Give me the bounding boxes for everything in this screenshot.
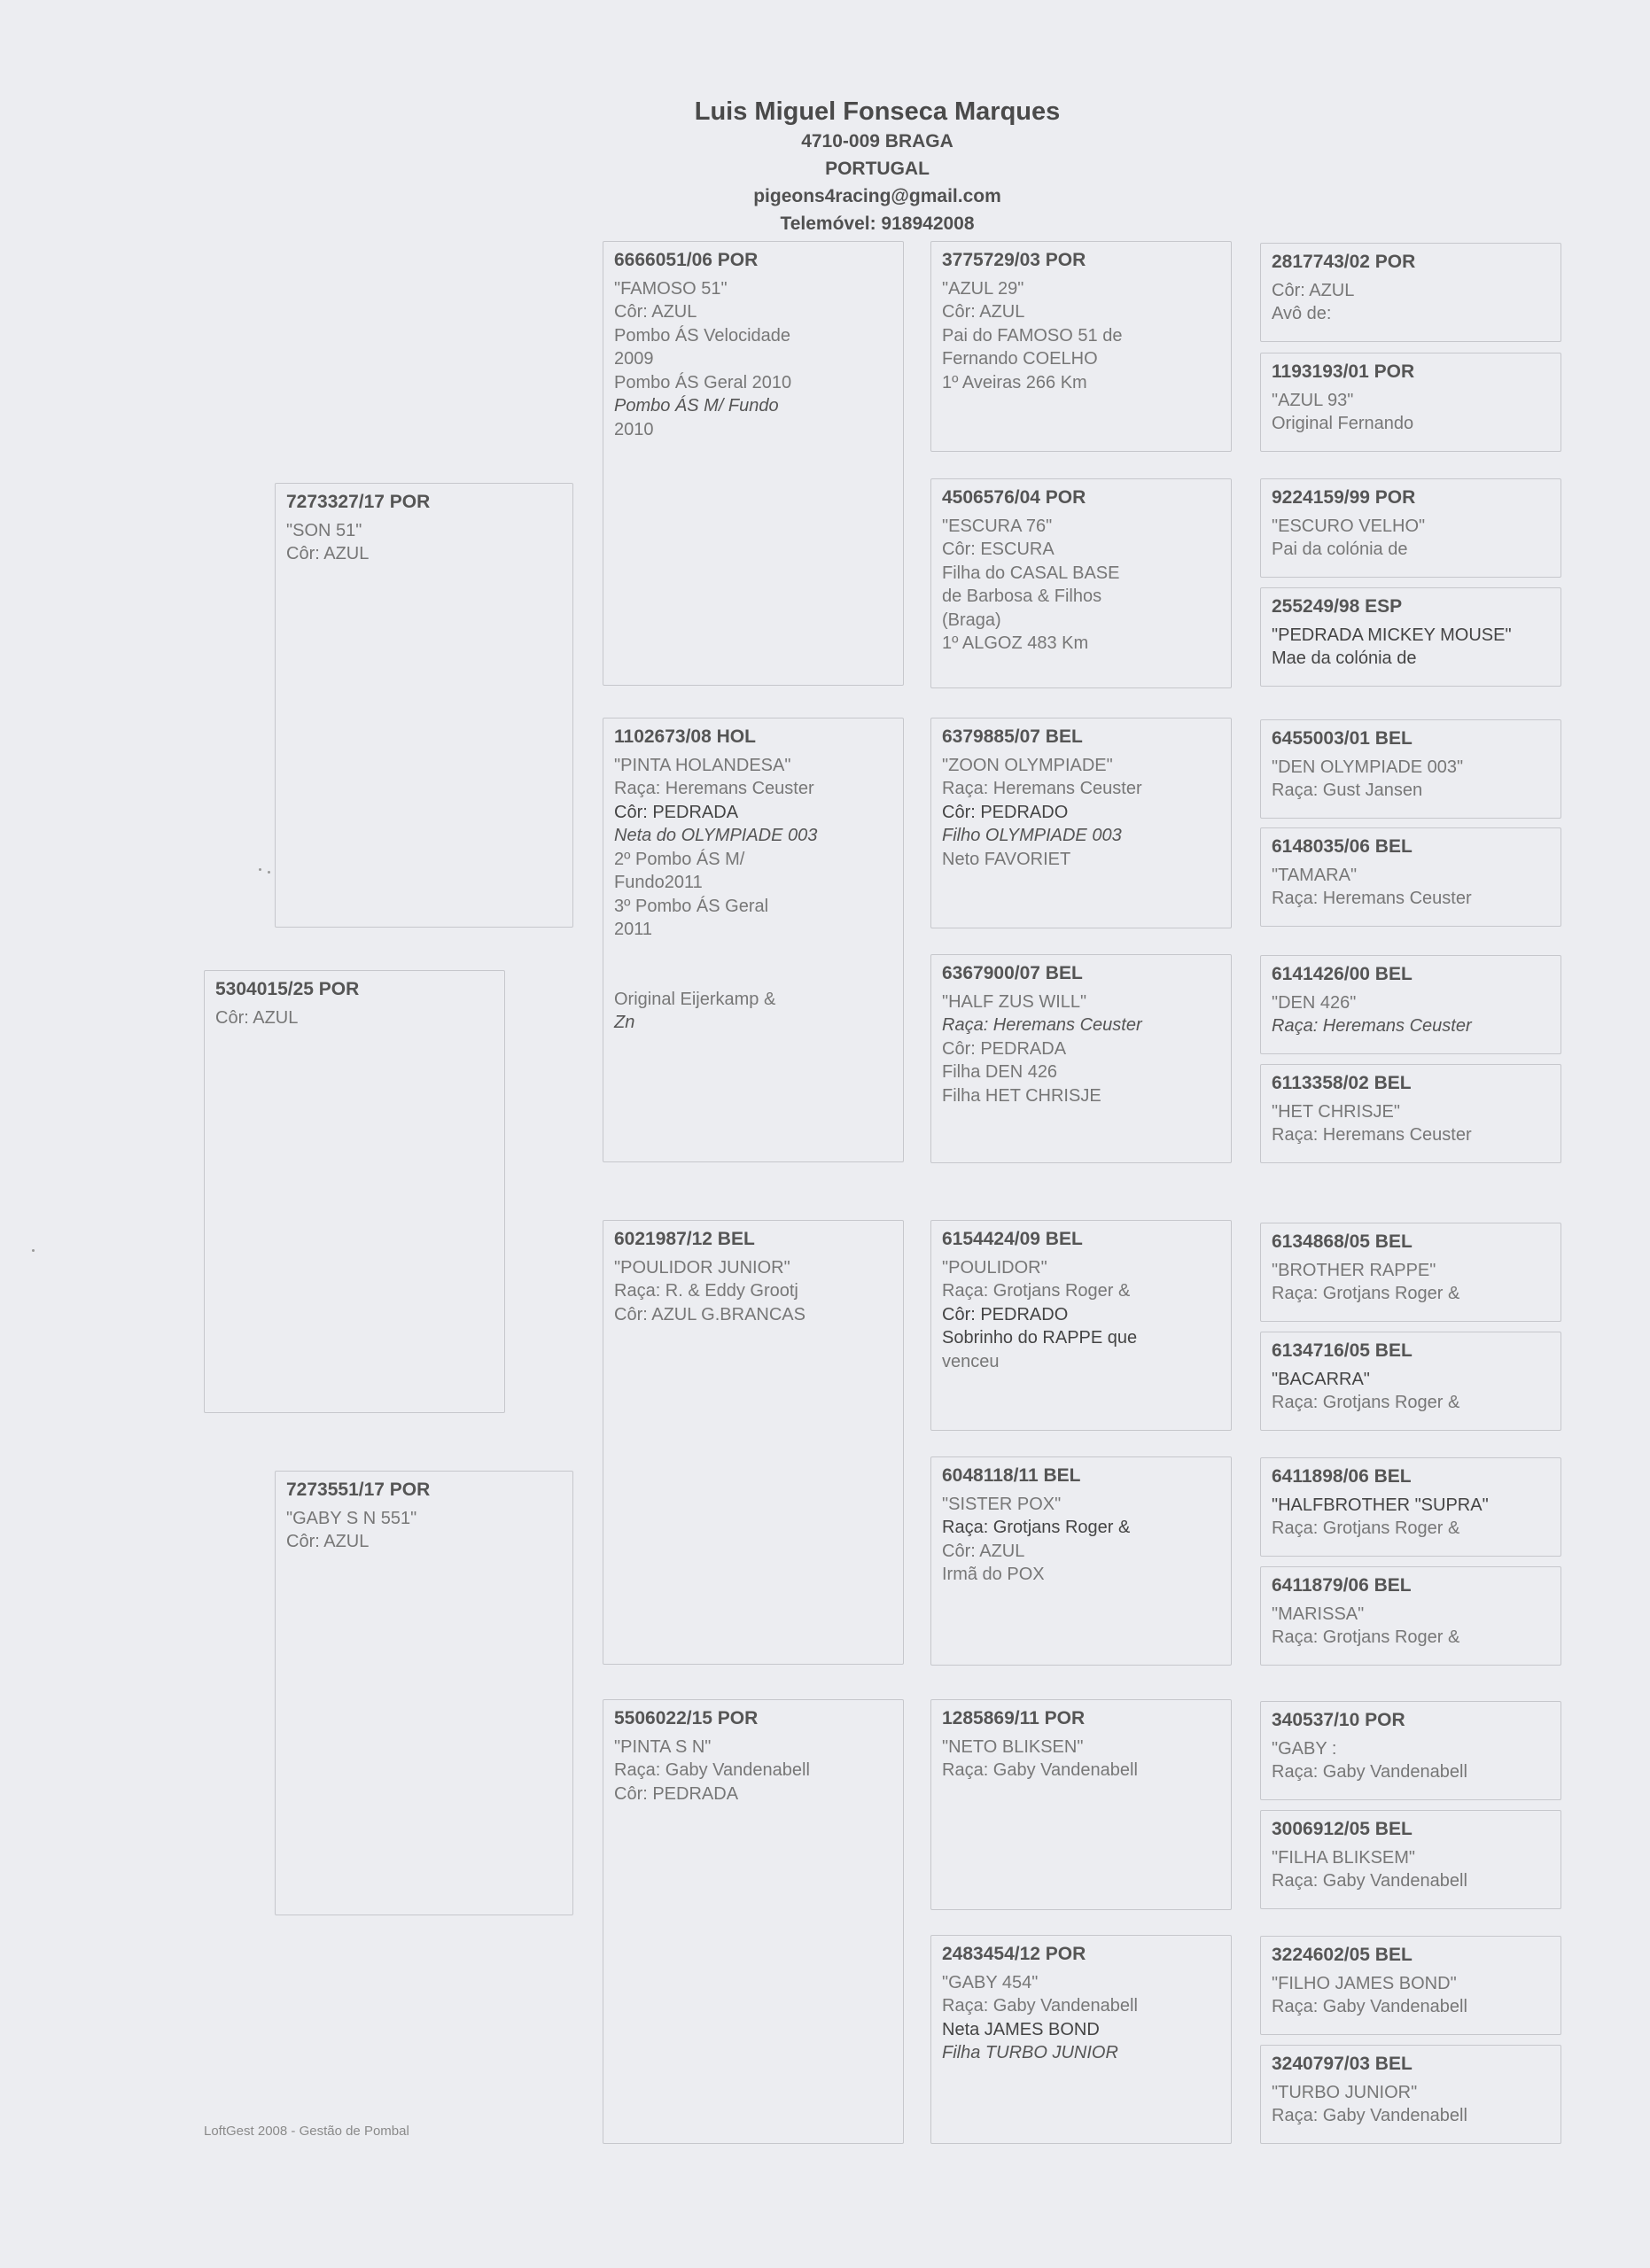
pedigree-line: Zn: [614, 1013, 635, 1032]
pedigree-line: Raça: Grotjans Roger &: [1272, 1518, 1460, 1538]
great-grandparent-card: [930, 478, 1232, 688]
pedigree-line: "SON 51": [286, 520, 362, 540]
pedigree-line: Raça: Heremans Ceuster: [614, 779, 814, 798]
ring-number: 6666051/06 POR: [614, 250, 759, 270]
ring-number: 6367900/07 BEL: [942, 963, 1083, 983]
pedigree-line: "ESCURO VELHO": [1272, 516, 1426, 536]
pedigree-line: Filha do CASAL BASE: [942, 563, 1120, 583]
great-great-grandparent-card: [1260, 1457, 1561, 1557]
pedigree-line: "POULIDOR JUNIOR": [614, 1257, 790, 1278]
pedigree-line: Neta do OLYMPIADE 003: [614, 826, 818, 845]
pedigree-line: "DEN OLYMPIADE 003": [1272, 757, 1464, 777]
pedigree-line: Côr: AZUL: [942, 1541, 1025, 1561]
great-great-grandparent-card: [1260, 955, 1561, 1054]
pedigree-line: Raça: Grotjans Roger &: [942, 1281, 1131, 1301]
ring-number: 3240797/03 BEL: [1272, 2054, 1413, 2074]
pedigree-line: Raça: Grotjans Roger &: [1272, 1627, 1460, 1647]
ring-number: 6048118/11 BEL: [942, 1465, 1081, 1486]
owner-country: PORTUGAL: [825, 159, 930, 179]
pedigree-line: Raça: Heremans Ceuster: [942, 1015, 1142, 1035]
owner-postal: 4710-009 BRAGA: [801, 131, 953, 151]
scan-speck: [259, 868, 261, 871]
owner-phone: Telemóvel: 918942008: [780, 214, 975, 234]
pedigree-line: Raça: Gaby Vandenabell: [614, 1760, 810, 1780]
pedigree-line: Sobrinho do RAPPE que: [942, 1328, 1138, 1348]
subject-pigeon-card: [204, 970, 505, 1413]
great-great-grandparent-card: [1260, 1810, 1561, 1909]
pedigree-line: Côr: AZUL G.BRANCAS: [614, 1304, 806, 1324]
great-great-grandparent-card: [1260, 1223, 1561, 1322]
pedigree-line: Raça: Heremans Ceuster: [1272, 1016, 1472, 1036]
owner-email: pigeons4racing@gmail.com: [753, 186, 1001, 206]
pedigree-line: Filha DEN 426: [942, 1062, 1058, 1082]
great-great-grandparent-card: [1260, 478, 1561, 578]
pedigree-line: Irmã do POX: [942, 1565, 1045, 1584]
pedigree-line: Côr: AZUL: [942, 302, 1025, 322]
dam-card: [275, 1471, 573, 1915]
pedigree-line: Raça: Grotjans Roger &: [1272, 1284, 1460, 1303]
scan-speck: [268, 871, 270, 874]
pedigree-line: Côr: ESCURA: [942, 540, 1055, 559]
pedigree-line: Raça: Grotjans Roger &: [1272, 1393, 1460, 1412]
great-grandparent-card: [930, 1699, 1232, 1910]
pedigree-line: "FAMOSO 51": [614, 278, 728, 299]
pedigree-line: Raça: Gaby Vandenabell: [942, 1996, 1138, 2016]
pedigree-line: "PINTA S N": [614, 1736, 712, 1757]
spacer: [614, 942, 892, 988]
pedigree-line: Fernando COELHO: [942, 349, 1098, 369]
pedigree-line: "HALF ZUS WILL": [942, 991, 1087, 1012]
ring-number: 3224602/05 BEL: [1272, 1945, 1413, 1965]
ring-number: 6411879/06 BEL: [1272, 1575, 1412, 1596]
pedigree-line: "PINTA HOLANDESA": [614, 755, 791, 775]
pedigree-line: Fundo2011: [614, 873, 703, 892]
scan-speck: [32, 1249, 35, 1252]
great-great-grandparent-card: [1260, 2045, 1561, 2144]
pedigree-line: Raça: Heremans Ceuster: [942, 779, 1142, 798]
pedigree-line: "FILHO JAMES BOND": [1272, 1973, 1457, 1993]
pedigree-line: "GABY S N 551": [286, 1508, 417, 1528]
pedigree-line: Neta JAMES BOND: [942, 2019, 1100, 2039]
ring-number: 7273551/17 POR: [286, 1480, 431, 1500]
pedigree-line: Original Fernando: [1272, 414, 1414, 433]
pedigree-line: Raça: Heremans Ceuster: [1272, 1125, 1472, 1145]
pedigree-line: Côr: AZUL: [1272, 280, 1355, 300]
ring-number: 3006912/05 BEL: [1272, 1819, 1413, 1839]
pedigree-line: "HALFBROTHER "SUPRA": [1272, 1495, 1489, 1515]
pedigree-line: "NETO BLIKSEN": [942, 1736, 1084, 1757]
pedigree-line: 3º Pombo ÁS Geral: [614, 896, 769, 916]
ring-number: 9224159/99 POR: [1272, 487, 1416, 508]
pedigree-line: "MARISSA": [1272, 1604, 1365, 1624]
great-great-grandparent-card: [1260, 587, 1561, 687]
ring-number: 6134868/05 BEL: [1272, 1231, 1413, 1252]
pedigree-line: Pombo ÁS Geral 2010: [614, 372, 792, 392]
pedigree-line: Côr: PEDRADA: [614, 1783, 739, 1804]
ring-number: 4506576/04 POR: [942, 487, 1086, 508]
great-grandparent-card: [930, 241, 1232, 452]
great-great-grandparent-card: [1260, 243, 1561, 342]
pedigree-line: Mae da colónia de: [1272, 649, 1417, 668]
pedigree-line: Original Eijerkamp &: [614, 989, 776, 1009]
pedigree-line: "AZUL 29": [942, 278, 1024, 299]
owner-name: Luis Miguel Fonseca Marques: [694, 97, 1061, 126]
pedigree-line: "BACARRA": [1272, 1369, 1370, 1389]
grandparent-card: [603, 1220, 904, 1665]
pedigree-line: 2010: [614, 419, 654, 439]
pedigree-line: 1º ALGOZ 483 Km: [942, 633, 1089, 653]
pedigree-line: "GABY 454": [942, 1972, 1039, 1992]
pedigree-line: Côr: AZUL: [286, 1532, 370, 1551]
pedigree-line: "HET CHRISJE": [1272, 1101, 1400, 1122]
ring-number: 1102673/08 HOL: [614, 726, 756, 747]
pedigree-line: Neto FAVORIET: [942, 849, 1071, 869]
ring-number: 7273327/17 POR: [286, 492, 431, 512]
ring-number: 3775729/03 POR: [942, 250, 1086, 270]
pedigree-line: 2011: [614, 920, 653, 939]
pedigree-line: Raça: Gaby Vandenabell: [1272, 2106, 1467, 2125]
great-grandparent-card: [930, 718, 1232, 928]
pedigree-line: "TURBO JUNIOR": [1272, 2082, 1418, 2102]
ring-number: 6379885/07 BEL: [942, 726, 1083, 747]
great-grandparent-card: [930, 1935, 1232, 2144]
great-great-grandparent-card: [1260, 719, 1561, 819]
ring-number: 5304015/25 POR: [215, 979, 360, 999]
pedigree-line: Raça: Heremans Ceuster: [1272, 889, 1472, 908]
great-great-grandparent-card: [1260, 353, 1561, 452]
pedigree-line: Raça: R. & Eddy Grootj: [614, 1281, 798, 1301]
pedigree-line: "FILHA BLIKSEM": [1272, 1847, 1416, 1868]
pedigree-line: Avô de:: [1272, 304, 1332, 323]
pedigree-line: (Braga): [942, 610, 1001, 630]
ring-number: 2817743/02 POR: [1272, 252, 1416, 272]
pedigree-line: Pombo ÁS M/ Fundo: [614, 396, 779, 416]
pedigree-line: "GABY :: [1272, 1738, 1337, 1759]
sire-card: [275, 483, 573, 928]
pedigree-line: Côr: AZUL: [614, 302, 697, 322]
pedigree-line: "DEN 426": [1272, 992, 1357, 1013]
pedigree-line: Filha TURBO JUNIOR: [942, 2043, 1118, 2062]
pedigree-line: Filho OLYMPIADE 003: [942, 826, 1122, 845]
pedigree-line: Pai da colónia de: [1272, 540, 1408, 559]
ring-number: 1285869/11 POR: [942, 1708, 1086, 1728]
pedigree-line: Raça: Gaby Vandenabell: [1272, 1997, 1467, 2016]
grandparent-card: [603, 718, 904, 1162]
ring-number: 2483454/12 POR: [942, 1944, 1086, 1964]
great-great-grandparent-card: [1260, 1064, 1561, 1163]
pedigree-line: "POULIDOR": [942, 1257, 1047, 1278]
software-footer: LoftGest 2008 - Gestão de Pombal: [204, 2124, 409, 2139]
great-great-grandparent-card: [1260, 827, 1561, 927]
pedigree-line: Raça: Gaby Vandenabell: [1272, 1871, 1467, 1891]
pedigree-line: Raça: Grotjans Roger &: [942, 1518, 1131, 1537]
great-great-grandparent-card: [1260, 1936, 1561, 2035]
ring-number: 6411898/06 BEL: [1272, 1466, 1412, 1487]
pedigree-line: "SISTER POX": [942, 1494, 1062, 1514]
pedigree-line: "BROTHER RAPPE": [1272, 1260, 1436, 1280]
ring-number: 5506022/15 POR: [614, 1708, 759, 1728]
pedigree-line: Côr: PEDRADA: [614, 802, 739, 822]
pedigree-line: Filha HET CHRISJE: [942, 1085, 1101, 1106]
ring-number: 6148035/06 BEL: [1272, 836, 1413, 857]
great-grandparent-card: [930, 954, 1232, 1163]
ring-number: 6113358/02 BEL: [1272, 1073, 1412, 1093]
pedigree-line: Côr: PEDRADA: [942, 1038, 1067, 1059]
ring-number: 340537/10 POR: [1272, 1710, 1405, 1730]
pedigree-line: "ESCURA 76": [942, 516, 1053, 536]
pedigree-line: "AZUL 93": [1272, 390, 1354, 410]
grandparent-card: [603, 1699, 904, 2144]
owner-header: [611, 96, 1143, 237]
great-great-grandparent-card: [1260, 1701, 1561, 1800]
pedigree-line: 2009: [614, 349, 654, 369]
great-great-grandparent-card: [1260, 1332, 1561, 1431]
ring-number: 6134716/05 BEL: [1272, 1340, 1413, 1361]
pedigree-line: Côr: PEDRADO: [942, 802, 1069, 822]
pedigree-line: Raça: Gaby Vandenabell: [1272, 1762, 1467, 1782]
pedigree-line: "PEDRADA MICKEY MOUSE": [1272, 625, 1512, 645]
grandparent-card: [603, 241, 904, 686]
pedigree-line: Côr: AZUL: [286, 544, 370, 563]
ring-number: 6154424/09 BEL: [942, 1229, 1083, 1249]
pedigree-line: "ZOON OLYMPIADE": [942, 755, 1113, 775]
pedigree-line: Raça: Gust Jansen: [1272, 781, 1423, 800]
pedigree-line: 1º Aveiras 266 Km: [942, 372, 1087, 392]
great-grandparent-card: [930, 1456, 1232, 1666]
ring-number: 6141426/00 BEL: [1272, 964, 1413, 984]
pedigree-line: Pai do FAMOSO 51 de: [942, 325, 1123, 346]
pedigree-line: venceu: [942, 1351, 1000, 1371]
ring-number: 6455003/01 BEL: [1272, 728, 1413, 749]
pedigree-line: Côr: PEDRADO: [942, 1304, 1069, 1324]
great-great-grandparent-card: [1260, 1566, 1561, 1666]
pedigree-line: "TAMARA": [1272, 865, 1358, 885]
pedigree-line: Côr: AZUL: [215, 1007, 299, 1028]
pedigree-line: 2º Pombo ÁS M/: [614, 849, 745, 869]
pedigree-line: Raça: Gaby Vandenabell: [942, 1760, 1138, 1780]
pedigree-line: Pombo ÁS Velocidade: [614, 325, 791, 346]
pedigree-line: de Barbosa & Filhos: [942, 586, 1102, 606]
ring-number: 255249/98 ESP: [1272, 596, 1403, 617]
ring-number: 1193193/01 POR: [1272, 361, 1415, 382]
great-grandparent-card: [930, 1220, 1232, 1431]
ring-number: 6021987/12 BEL: [614, 1229, 755, 1249]
